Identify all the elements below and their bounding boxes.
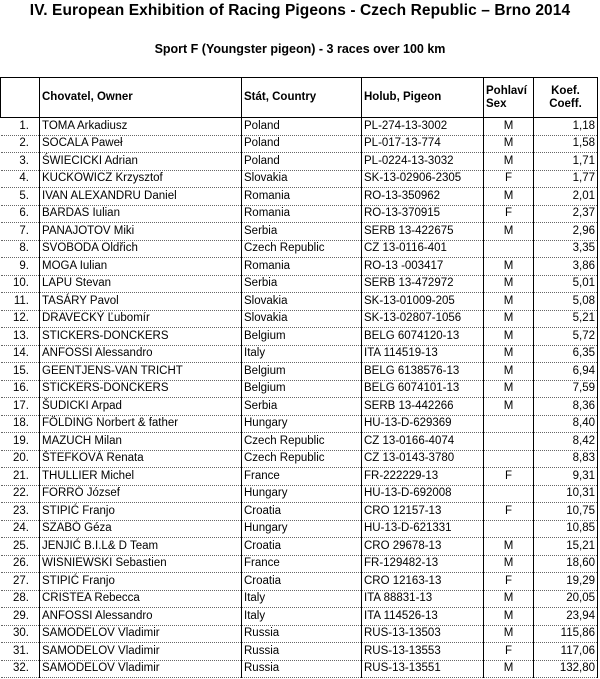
header-coef-line2: Coeff. [549,97,582,110]
rank-cell: 13. [1,328,40,346]
rank-cell: 22. [1,485,40,503]
country-cell: Russia [242,625,362,643]
coefficient-cell: 132,80 [534,660,598,678]
rank-cell: 30. [1,625,40,643]
pigeon-cell: BELG 6074120-13 [362,328,484,346]
owner-cell: SAMODELOV Vladimir [40,625,242,643]
rank-cell: 11. [1,293,40,311]
rank-cell: 28. [1,590,40,608]
owner-cell: PANAJOTOV Miki [40,223,242,241]
sex-cell: F [484,643,534,661]
owner-cell: BARDAS Iulian [40,205,242,223]
pigeon-cell: SERB 13-472972 [362,275,484,293]
table-row [1,293,598,311]
pigeon-cell: FR-129482-13 [362,555,484,573]
rank-cell: 4. [1,170,40,188]
document-title: IV. European Exhibition of Racing Pigeons - Czech Republic – Brno 2014 [29,2,571,19]
pigeon-cell: BELG 6074101-13 [362,380,484,398]
header-rank [1,78,40,118]
country-cell: Hungary [242,415,362,433]
sex-cell [484,415,534,433]
coefficient-cell: 115,86 [534,625,598,643]
sex-cell: M [484,310,534,328]
table-row [1,520,598,538]
coefficient-cell: 20,05 [534,590,598,608]
sex-cell: M [484,188,534,206]
owner-cell: STICKERS-DONCKERS [40,380,242,398]
pigeon-cell: CZ 13-0143-3780 [362,450,484,468]
owner-cell: LAPU Stevan [40,275,242,293]
coefficient-cell: 2,96 [534,223,598,241]
pigeon-cell: SERB 13-422675 [362,223,484,241]
pigeon-cell: RO-13-370915 [362,205,484,223]
sex-cell: M [484,538,534,556]
pigeon-cell: SK-13-02906-2305 [362,170,484,188]
coefficient-cell: 1,18 [534,118,598,136]
owner-cell: KUCKOWICZ Krzysztof [40,170,242,188]
coefficient-cell: 5,72 [534,328,598,346]
sex-cell: F [484,573,534,591]
coefficient-cell: 5,21 [534,310,598,328]
document-subtitle: Sport F (Youngster pigeon) - 3 races over 100 km [154,42,446,56]
table-row [1,398,598,416]
pigeon-cell: ITA 114526-13 [362,608,484,626]
country-cell: Romania [242,205,362,223]
coefficient-cell: 5,08 [534,293,598,311]
rank-cell: 9. [1,258,40,276]
rank-cell: 19. [1,433,40,451]
rank-cell: 14. [1,345,40,363]
owner-cell: GEENTJENS-VAN TRICHT [40,363,242,381]
table-row [1,223,598,241]
country-cell: Serbia [242,275,362,293]
owner-cell: ŠTEFKOVÁ Renata [40,450,242,468]
rank-cell: 27. [1,573,40,591]
rank-cell: 16. [1,380,40,398]
rank-cell: 8. [1,240,40,258]
owner-cell: THULLIER Michel [40,468,242,486]
pigeon-cell: CRO 12163-13 [362,573,484,591]
owner-cell: FÖLDING Norbert & father [40,415,242,433]
header-sex-line2: Sex [486,97,507,110]
owner-cell: STIPIĆ Franjo [40,573,242,591]
rank-cell: 12. [1,310,40,328]
country-cell: Czech Republic [242,433,362,451]
rank-cell: 32. [1,660,40,678]
owner-cell: ŠUDICKI Arpad [40,398,242,416]
pigeon-cell: SK-13-02807-1056 [362,310,484,328]
pigeon-cell: PL-017-13-774 [362,135,484,153]
country-cell: Italy [242,345,362,363]
sex-cell: F [484,503,534,521]
table-row [1,590,598,608]
coefficient-cell: 19,29 [534,573,598,591]
rank-cell: 26. [1,555,40,573]
coefficient-cell: 8,42 [534,433,598,451]
table-row [1,625,598,643]
table-row [1,468,598,486]
coefficient-cell: 8,83 [534,450,598,468]
table-row [1,643,598,661]
sex-cell: M [484,345,534,363]
coefficient-cell: 117,06 [534,643,598,661]
owner-cell: TASÁRY Pavol [40,293,242,311]
country-cell: Italy [242,608,362,626]
rank-cell: 29. [1,608,40,626]
table-row [1,538,598,556]
pigeon-cell: RUS-13-13503 [362,625,484,643]
pigeon-cell: ITA 114519-13 [362,345,484,363]
sex-cell: M [484,660,534,678]
coefficient-cell: 8,36 [534,398,598,416]
rank-cell: 31. [1,643,40,661]
country-cell: Russia [242,643,362,661]
pigeon-cell: HU-13-D-629369 [362,415,484,433]
rank-cell: 6. [1,205,40,223]
table-row [1,205,598,223]
sex-cell: M [484,223,534,241]
owner-cell: ANFOSSI Alessandro [40,608,242,626]
coefficient-cell: 3,35 [534,240,598,258]
table-row [1,188,598,206]
country-cell: Italy [242,590,362,608]
coefficient-cell: 1,58 [534,135,598,153]
table-row [1,660,598,678]
rank-cell: 21. [1,468,40,486]
header-country: Stát, Country [242,78,362,118]
sex-cell [484,433,534,451]
owner-cell: TOMA Arkadiusz [40,118,242,136]
table-row [1,240,598,258]
table-header-row [1,78,598,118]
coefficient-cell: 18,60 [534,555,598,573]
table-row [1,310,598,328]
owner-cell: STICKERS-DONCKERS [40,328,242,346]
country-cell: Serbia [242,223,362,241]
pigeon-cell: RUS-13-13551 [362,660,484,678]
country-cell: Belgium [242,380,362,398]
pigeon-cell: CZ 13-0166-4074 [362,433,484,451]
results-table [0,77,598,678]
owner-cell: STIPIĆ Franjo [40,503,242,521]
rank-cell: 25. [1,538,40,556]
country-cell: Slovakia [242,170,362,188]
sex-cell [484,485,534,503]
rank-cell: 3. [1,153,40,171]
country-cell: Belgium [242,328,362,346]
rank-cell: 24. [1,520,40,538]
sex-cell: M [484,555,534,573]
coefficient-cell: 10,75 [534,503,598,521]
coefficient-cell: 1,77 [534,170,598,188]
sex-cell [484,520,534,538]
rank-cell: 20. [1,450,40,468]
header-coef [534,78,598,118]
country-cell: Croatia [242,538,362,556]
coefficient-cell: 10,85 [534,520,598,538]
table-row [1,415,598,433]
sex-cell: M [484,118,534,136]
sex-cell [484,450,534,468]
owner-cell: IVAN ALEXANDRU Daniel [40,188,242,206]
country-cell: Belgium [242,363,362,381]
country-cell: Poland [242,153,362,171]
table-row [1,555,598,573]
sex-cell: M [484,608,534,626]
pigeon-cell: CZ 13-0116-401 [362,240,484,258]
owner-cell: WISNIEWSKI Sebastien [40,555,242,573]
sex-cell: M [484,328,534,346]
sex-cell: M [484,258,534,276]
coefficient-cell: 9,31 [534,468,598,486]
table-row [1,153,598,171]
rank-cell: 17. [1,398,40,416]
country-cell: Croatia [242,573,362,591]
country-cell: Czech Republic [242,240,362,258]
country-cell: Poland [242,118,362,136]
pigeon-cell: ITA 88831-13 [362,590,484,608]
sex-cell: M [484,153,534,171]
table-row [1,345,598,363]
header-sex-line1: Pohlaví [486,84,527,97]
coefficient-cell: 2,01 [534,188,598,206]
sex-cell: M [484,380,534,398]
coefficient-cell: 2,37 [534,205,598,223]
coefficient-cell: 1,71 [534,153,598,171]
table-row [1,170,598,188]
table-row [1,450,598,468]
country-cell: Hungary [242,520,362,538]
coefficient-cell: 15,21 [534,538,598,556]
pigeon-cell: CRO 12157-13 [362,503,484,521]
rank-cell: 10. [1,275,40,293]
owner-cell: ŚWIECICKI Adrian [40,153,242,171]
sex-cell: F [484,205,534,223]
owner-cell: CRISTEA Rebecca [40,590,242,608]
rank-cell: 15. [1,363,40,381]
header-pigeon: Holub, Pigeon [362,78,484,118]
country-cell: France [242,555,362,573]
sex-cell: F [484,468,534,486]
country-cell: Russia [242,660,362,678]
header-owner: Chovatel, Owner [40,78,242,118]
table-row [1,503,598,521]
country-cell: Romania [242,258,362,276]
country-cell: Slovakia [242,293,362,311]
owner-cell: MAZUCH Milan [40,433,242,451]
table-row [1,258,598,276]
rank-cell: 2. [1,135,40,153]
country-cell: Hungary [242,485,362,503]
rank-cell: 18. [1,415,40,433]
pigeon-cell: RO-13 -003417 [362,258,484,276]
table-row [1,573,598,591]
owner-cell: FORRÓ József [40,485,242,503]
table-row [1,328,598,346]
pigeon-cell: FR-222229-13 [362,468,484,486]
pigeon-cell: SERB 13-442266 [362,398,484,416]
rank-cell: 23. [1,503,40,521]
sex-cell: M [484,135,534,153]
coefficient-cell: 10,31 [534,485,598,503]
coefficient-cell: 5,01 [534,275,598,293]
coefficient-cell: 6,94 [534,363,598,381]
coefficient-cell: 6,35 [534,345,598,363]
country-cell: Croatia [242,503,362,521]
table-row [1,380,598,398]
country-cell: Slovakia [242,310,362,328]
header-sex [484,78,534,118]
owner-cell: ANFOSSI Alessandro [40,345,242,363]
table-row [1,275,598,293]
sex-cell: M [484,625,534,643]
owner-cell: SZABÓ Géza [40,520,242,538]
sex-cell: M [484,398,534,416]
sex-cell: F [484,170,534,188]
owner-cell: SOCALA Paweł [40,135,242,153]
country-cell: Romania [242,188,362,206]
table-row [1,363,598,381]
owner-cell: DRAVECKÝ Ľubomír [40,310,242,328]
pigeon-cell: BELG 6138576-13 [362,363,484,381]
pigeon-cell: PL-274-13-3002 [362,118,484,136]
owner-cell: SVOBODA Oldřich [40,240,242,258]
table-row [1,433,598,451]
country-cell: France [242,468,362,486]
owner-cell: SAMODELOV Vladimir [40,643,242,661]
pigeon-cell: RUS-13-13553 [362,643,484,661]
country-cell: Poland [242,135,362,153]
sex-cell: M [484,363,534,381]
table-row [1,485,598,503]
sex-cell: M [484,275,534,293]
table-row [1,118,598,136]
country-cell: Serbia [242,398,362,416]
pigeon-cell: PL-0224-13-3032 [362,153,484,171]
sex-cell: M [484,590,534,608]
table-row [1,608,598,626]
coefficient-cell: 8,40 [534,415,598,433]
coefficient-cell: 23,94 [534,608,598,626]
pigeon-cell: HU-13-D-621331 [362,520,484,538]
rank-cell: 7. [1,223,40,241]
table-row [1,135,598,153]
pigeon-cell: CRO 29678-13 [362,538,484,556]
pigeon-cell: SK-13-01009-205 [362,293,484,311]
owner-cell: SAMODELOV Vladimir [40,660,242,678]
coefficient-cell: 7,59 [534,380,598,398]
sex-cell [484,240,534,258]
pigeon-cell: RO-13-350962 [362,188,484,206]
coefficient-cell: 3,86 [534,258,598,276]
rank-cell: 1. [1,118,40,136]
country-cell: Czech Republic [242,450,362,468]
pigeon-cell: HU-13-D-692008 [362,485,484,503]
owner-cell: MOGA Iulian [40,258,242,276]
rank-cell: 5. [1,188,40,206]
owner-cell: JENJIĆ B.I.L& D Team [40,538,242,556]
header-coef-line1: Koef. [551,84,580,97]
sex-cell: M [484,293,534,311]
